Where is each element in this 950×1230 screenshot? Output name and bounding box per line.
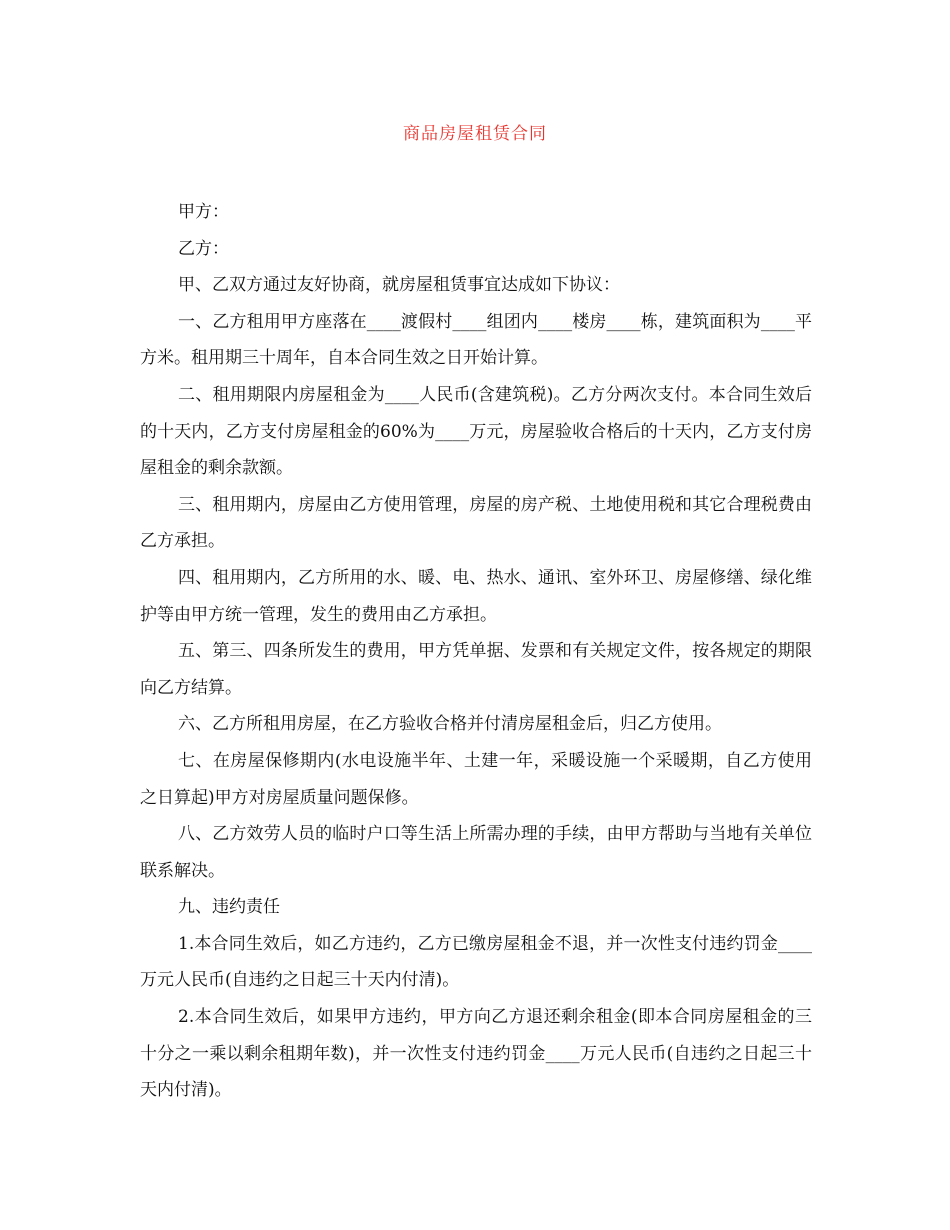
clause-5: 五、第三、四条所发生的费用，甲方凭单据、发票和有关规定文件，按各规定的期限向乙方结算。 xyxy=(140,641,812,698)
clause-1: 一、乙方租用甲方座落在____渡假村____组团内____楼房____栋，建筑面积为____平方米。租用期三十周年，自本合同生效之日开始计算。 xyxy=(140,311,812,369)
clause-7: 七、在房屋保修期内(水电设施半年、土建一年，采暖设施一个采暖期，自乙方使用之日算起)甲方对房屋质量问题保修。 xyxy=(140,750,812,808)
preamble-paragraph: 甲、乙双方通过友好协商，就房屋租赁事宜达成如下协议： xyxy=(178,275,620,296)
clause-3: 三、租用期内，房屋由乙方使用管理，房屋的房产税、土地使用税和其它合理税费由乙方承担。 xyxy=(140,494,812,552)
party-b-line: 乙方： xyxy=(178,238,229,259)
document-title: 商品房屋租赁合同 xyxy=(403,124,547,144)
clause-8: 八、乙方效劳人员的临时户口等生活上所需办理的手续，由甲方帮助与当地有关单位联系解决。 xyxy=(140,824,812,881)
clause-9-heading: 九、违约责任 xyxy=(178,897,280,918)
document-body xyxy=(140,194,812,1109)
clause-4: 四、租用期内，乙方所用的水、暖、电、热水、通讯、室外环卫、房屋修缮、绿化维护等由甲方统一管理，发生的费用由乙方承担。 xyxy=(140,567,812,625)
clause-9-item-1: 1.本合同生效后，如乙方违约，乙方已缴房屋租金不退，并一次性支付违约罚金____万元人民币(自违约之日起三十天内付清)。 xyxy=(140,933,812,991)
party-a-line: 甲方： xyxy=(178,202,229,222)
clause-9-item-2: 2.本合同生效后，如果甲方违约，甲方向乙方退还剩余租金(即本合同房屋租金的三十分之一乘以剩余租期年数)，并一次性支付违约罚金____万元人民币(自违约之日起三十天内付清)。 xyxy=(140,1007,812,1101)
clause-2: 二、租用期限内房屋租金为____人民币(含建筑税)。乙方分两次支付。本合同生效后的十天内，乙方支付房屋租金的60%为____万元，房屋验收合格后的十天内，乙方支付房屋租金的剩余款额。 xyxy=(140,384,812,479)
clause-6: 六、乙方所租用房屋，在乙方验收合格并付清房屋租金后，归乙方使用。 xyxy=(178,714,722,735)
